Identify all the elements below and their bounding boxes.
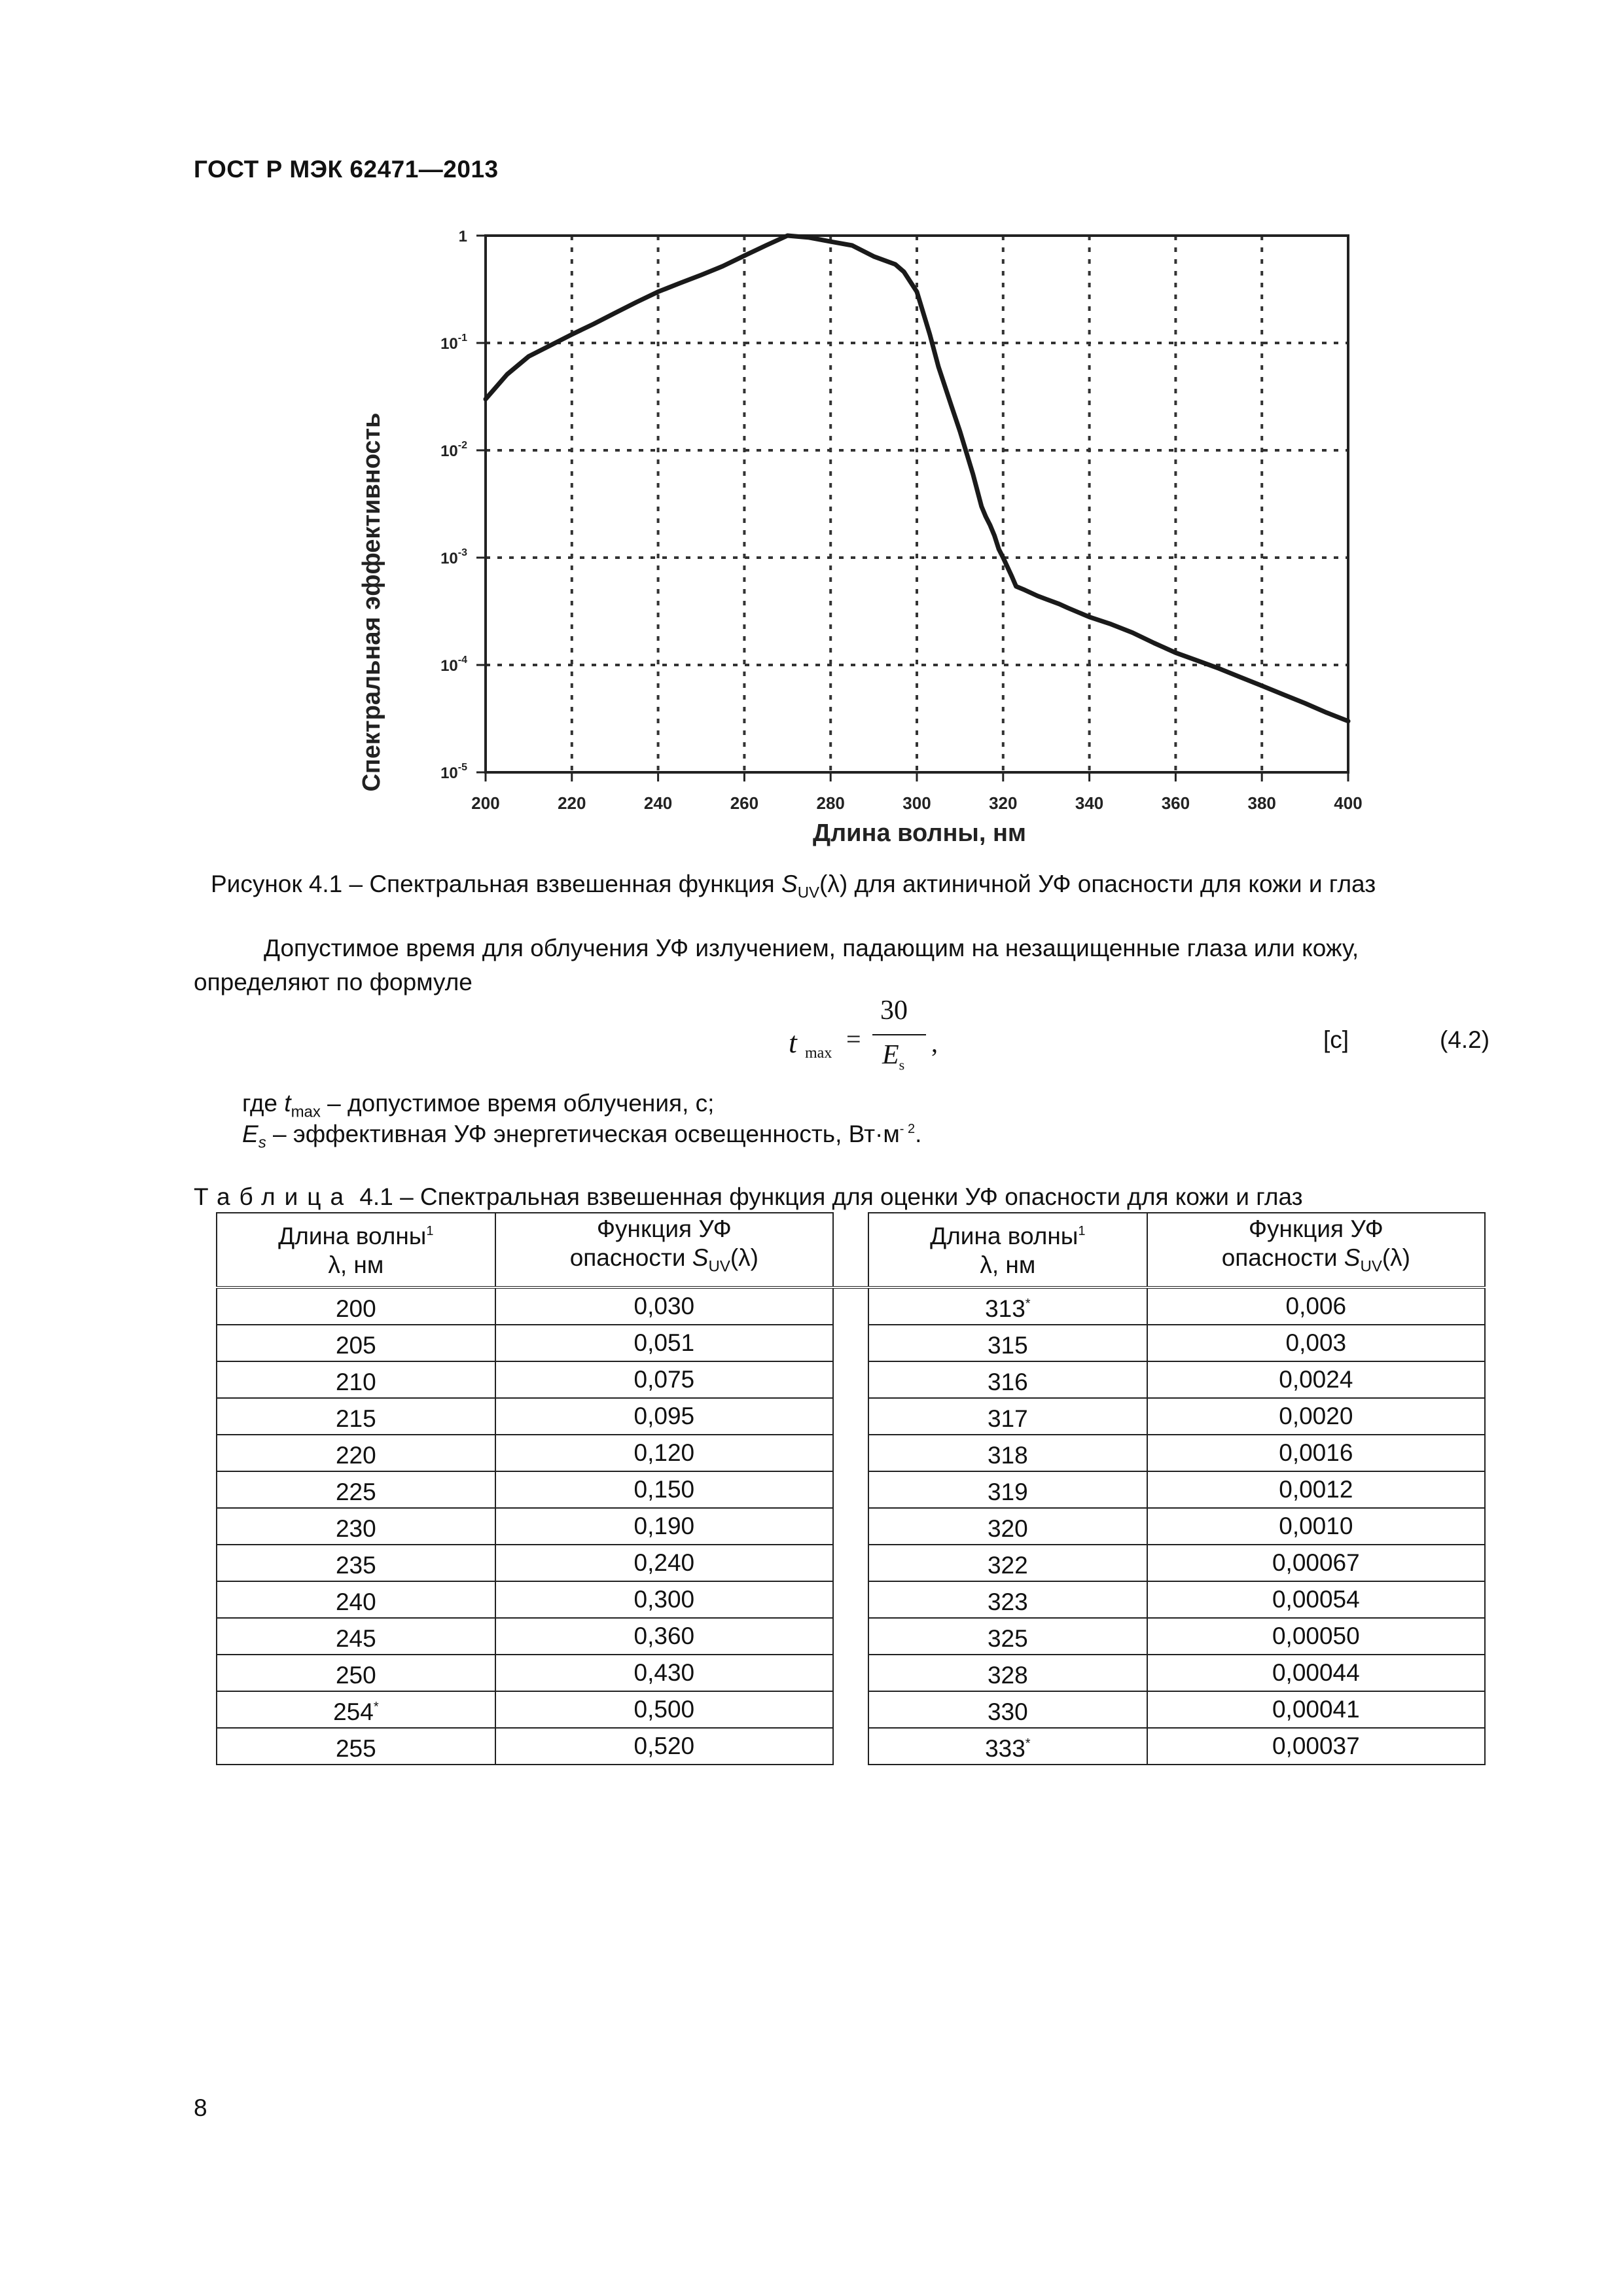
chart-x-axis-label: Длина волны, нм <box>812 819 1027 847</box>
wavelength-cell: 328 <box>868 1655 1147 1691</box>
page-number: 8 <box>194 2094 207 2121</box>
header-wavelength-left: Длина волны$^1$ λ, нм <box>217 1213 495 1287</box>
hazard-value-cell: 0,150 <box>495 1471 833 1508</box>
table-row <box>217 1435 1485 1471</box>
wavelength-cell: 333* <box>868 1728 1147 1765</box>
hazard-value-cell: 0,360 <box>495 1618 833 1655</box>
hazard-value-cell: 0,0010 <box>1147 1508 1485 1545</box>
hazard-value-cell: 0,190 <box>495 1508 833 1545</box>
wavelength-cell: 313* <box>868 1287 1147 1325</box>
table-row <box>217 1287 1485 1325</box>
formula-4-2: t max = 30 $E_s$ , <box>789 996 938 1073</box>
wavelength-cell: 245 <box>217 1618 495 1655</box>
wavelength-cell: 200 <box>217 1287 495 1325</box>
wavelength-cell: 250 <box>217 1655 495 1691</box>
chart-y-tick-label: $10^{-2}$ <box>440 440 467 460</box>
paragraph-line-2: определяют по формуле <box>194 969 473 996</box>
table-caption: Таблица 4.1 – Спектральная взвешенная функция для оценки УФ опасности для кожи и глаз <box>194 1183 1303 1210</box>
hazard-value-cell: 0,030 <box>495 1287 833 1325</box>
table-header-row <box>217 1213 1485 1287</box>
hazard-value-cell: 0,00044 <box>1147 1655 1485 1691</box>
table-row <box>217 1508 1485 1545</box>
wavelength-cell: 215 <box>217 1398 495 1435</box>
chart-x-tick-label: 340 <box>1075 793 1104 813</box>
hazard-value-cell: 0,0012 <box>1147 1471 1485 1508</box>
wavelength-cell: 254* <box>217 1691 495 1728</box>
hazard-value-cell: 0,520 <box>495 1728 833 1765</box>
wavelength-cell: 235 <box>217 1545 495 1581</box>
table-row <box>217 1471 1485 1508</box>
equation-number: (4.2) <box>1440 1026 1490 1053</box>
hazard-value-cell: 0,0024 <box>1147 1361 1485 1398</box>
wavelength-cell: 317 <box>868 1398 1147 1435</box>
wavelength-cell: 220 <box>217 1435 495 1471</box>
wavelength-cell: 240 <box>217 1581 495 1618</box>
table-row <box>217 1618 1485 1655</box>
hazard-value-cell: 0,300 <box>495 1581 833 1618</box>
hazard-value-cell: 0,00050 <box>1147 1618 1485 1655</box>
hazard-value-cell: 0,0016 <box>1147 1435 1485 1471</box>
wavelength-cell: 320 <box>868 1508 1147 1545</box>
hazard-value-cell: 0,095 <box>495 1398 833 1435</box>
table-row <box>217 1728 1485 1765</box>
header-function-left: Функция УФ опасности $S_{UV}(\lambda)$ <box>495 1213 833 1287</box>
wavelength-cell: 323 <box>868 1581 1147 1618</box>
spectral-table <box>216 1212 1486 1765</box>
table-row <box>217 1655 1485 1691</box>
chart-y-tick-label: $10^{-1}$ <box>440 332 467 353</box>
hazard-value-cell: 0,500 <box>495 1691 833 1728</box>
wavelength-cell: 325 <box>868 1618 1147 1655</box>
wavelength-cell: 322 <box>868 1545 1147 1581</box>
hazard-value-cell: 0,120 <box>495 1435 833 1471</box>
chart-y-axis-label: Спектральная эффективность <box>358 412 385 792</box>
document-header: ГОСТ Р МЭК 62471—2013 <box>194 156 499 183</box>
hazard-value-cell: 0,003 <box>1147 1325 1485 1361</box>
table-row <box>217 1361 1485 1398</box>
chart-x-tick-label: 380 <box>1247 793 1276 813</box>
wavelength-cell: 225 <box>217 1471 495 1508</box>
chart-x-tick-label: 220 <box>558 793 586 813</box>
chart-y-tick-label: $10^{-5}$ <box>440 762 467 782</box>
hazard-value-cell: 0,430 <box>495 1655 833 1691</box>
chart-y-tick-label: 1 <box>458 228 467 245</box>
wavelength-cell: 315 <box>868 1325 1147 1361</box>
wavelength-cell: 205 <box>217 1325 495 1361</box>
chart-x-tick-label: 320 <box>989 793 1018 813</box>
chart-plot-frame <box>486 236 1348 772</box>
header-wavelength-right: Длина волны$^1$ λ, нм <box>868 1213 1147 1287</box>
wavelength-cell: 230 <box>217 1508 495 1545</box>
table-row <box>217 1325 1485 1361</box>
hazard-value-cell: 0,00067 <box>1147 1545 1485 1581</box>
chart-x-tick-label: 300 <box>902 793 931 813</box>
hazard-value-cell: 0,051 <box>495 1325 833 1361</box>
chart-x-tick-label: 400 <box>1334 793 1363 813</box>
chart-x-tick-label: 280 <box>816 793 845 813</box>
wavelength-cell: 316 <box>868 1361 1147 1398</box>
hazard-value-cell: 0,00054 <box>1147 1581 1485 1618</box>
chart-x-tick-label: 200 <box>471 793 500 813</box>
hazard-value-cell: 0,075 <box>495 1361 833 1398</box>
table-row <box>217 1581 1485 1618</box>
where-line-1: где $t_{max}$ – допустимое время облучения, с; <box>242 1090 715 1121</box>
figure-caption: Рисунок 4.1 – Спектральная взвешенная функция $S_{UV}(\lambda)$ для актиничной УФ опасности для кожи и глаз <box>211 870 1376 902</box>
formula-unit: [с] <box>1323 1026 1349 1053</box>
table-row <box>217 1545 1485 1581</box>
spectral-chart <box>340 216 1363 864</box>
chart-y-tick-label: $10^{-3}$ <box>440 547 467 567</box>
wavelength-cell: 319 <box>868 1471 1147 1508</box>
where-line-2: $E_s$ – эффективная УФ энергетическая освещенность, $Вт\cdot м^{- 2}$. <box>242 1121 922 1152</box>
wavelength-cell: 210 <box>217 1361 495 1398</box>
header-function-right: Функция УФ опасности $S_{UV}(\lambda)$ <box>1147 1213 1485 1287</box>
table-row <box>217 1398 1485 1435</box>
wavelength-cell: 255 <box>217 1728 495 1765</box>
table-row <box>217 1691 1485 1728</box>
hazard-value-cell: 0,00041 <box>1147 1691 1485 1728</box>
hazard-value-cell: 0,0020 <box>1147 1398 1485 1435</box>
hazard-value-cell: 0,00037 <box>1147 1728 1485 1765</box>
wavelength-cell: 330 <box>868 1691 1147 1728</box>
hazard-value-cell: 0,006 <box>1147 1287 1485 1325</box>
wavelength-cell: 318 <box>868 1435 1147 1471</box>
chart-y-tick-label: $10^{-4}$ <box>440 655 467 675</box>
chart-x-tick-label: 240 <box>643 793 673 813</box>
paragraph-line-1: Допустимое время для облучения УФ излучением, падающим на незащищенные глаза или кожу, <box>264 935 1359 961</box>
chart-x-tick-label: 360 <box>1161 793 1190 813</box>
chart-x-tick-label: 260 <box>730 793 759 813</box>
hazard-value-cell: 0,240 <box>495 1545 833 1581</box>
